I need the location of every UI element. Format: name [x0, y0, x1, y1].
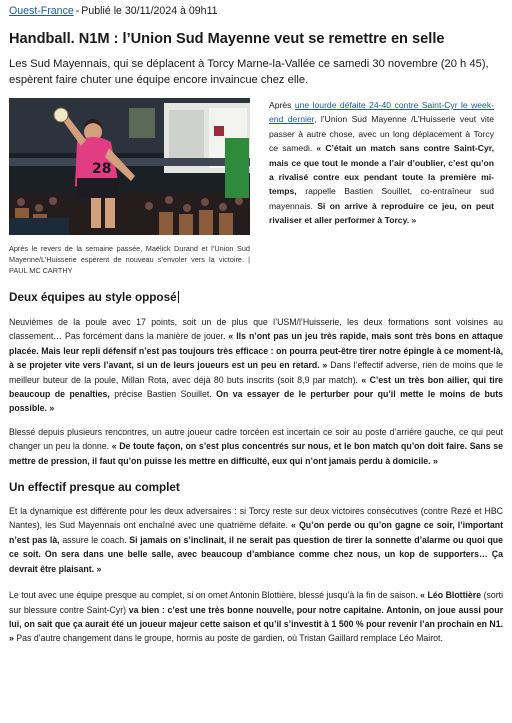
- section-heading-text: Deux équipes au style opposé: [9, 291, 177, 304]
- body-paragraph: [9, 504, 503, 576]
- paragraph-text: Blessé depuis plusieurs rencontres, un autre joueur cadre torcéen est incertain ce soir au poste d’arrière gauche, ce qui peut changer un peu la donne.: [9, 426, 503, 452]
- article-title: Handball. N1M : l’Union Sud Mayenne veut se remettre en selle: [9, 31, 445, 47]
- paragraph-text: Neuvièmes de la poule avec 17 points, soit un de plus que l’USM/l’Huisserie, les deux formations sont voisines au classement… Pas forcément dans la manière de jouer.: [9, 317, 503, 342]
- paragraph-text: précise Bastien Souillet.: [109, 389, 217, 400]
- body-paragraph: [9, 315, 503, 416]
- text-cursor: [178, 291, 179, 303]
- coach-quote: « C’était un match sans contre Saint-Cyr, mais ce que tout le monde a l’air d’oublier, c’est qu’on a rivalisé contre eux pendant toute la première mi-temps,: [269, 143, 494, 197]
- quote-text: « Léo Blottière: [420, 590, 482, 601]
- intro-text: Après: [269, 100, 295, 110]
- publication-date: Publié le 30/11/2024 à 09h11: [81, 5, 218, 17]
- article-meta: [9, 4, 503, 19]
- quote-text: Si jamais on s’inclinait, il ne serait pas question de tirer la sonnette d’alarme ou quoi que ce soit. On sera dans une belle salle, avec beaucoup d’ambiance comme chez nous, un kop de supporters… Ça devrait être plaisant. »: [9, 534, 504, 574]
- quote-text: On va essayer de le perturber pour qu’il mette le moins de buts possible. »: [9, 389, 503, 414]
- coach-quote: Si on arrive à reproduire ce jeu, on peut rivaliser et aller performer à Torcy. »: [269, 200, 494, 226]
- previous-match-link[interactable]: une lourde défaite 24-40 contre Saint-Cyr le week-end dernier: [269, 100, 494, 125]
- body-paragraph: [9, 425, 503, 468]
- section-heading: [9, 290, 503, 305]
- section-heading: Un effectif presque au complet: [9, 481, 180, 495]
- handball-player-photo: [9, 98, 250, 235]
- intro-text: rappelle Bastien Souillet, co-entraîneur sud mayennais.: [269, 186, 494, 211]
- meta-separator: -: [75, 5, 80, 17]
- article-lead: Les Sud Mayennais, qui se déplacent à Torcy Marne-la-Vallée ce samedi 30 novembre (20 h 45), espèrent faire chuter une équipe encore invaincue chez elle.: [9, 58, 489, 86]
- source-link[interactable]: Ouest-France: [9, 5, 74, 17]
- photo-caption: Après le revers de la semaine passée, Maëlick Durand et l’Union Sud Mayenne/L’Huisserie espèrent de nouveau s’envoler vers la victoire. | PAUL MC CARTHY: [9, 244, 250, 275]
- intro-text: , l’Union Sud Mayenne /L’Huisserie veut vite passer à autre chose, avec un long déplacement à Torcy ce samedi.: [269, 114, 494, 154]
- photo-figure: [9, 98, 250, 276]
- paragraph-text: Et la dynamique est différente pour les deux adversaires : si Torcy reste sur deux victoires consécutives (contre Rezé et HBC Nantes), les Sud Mayennais ont enchaîné avec une quatrième défaite.: [9, 506, 503, 531]
- quote-text: « De toute façon, on s’est plus concentrés sur nous, et le bon match qu’on doit faire. Sans se mettre de pression, il faut qu’on puisse les mettre en difficulté, eux qui n’ont jamais perdu à domicile. »: [9, 441, 503, 466]
- paragraph-text: assure le coach.: [59, 534, 130, 545]
- quote-text: « Ils n’ont pas un jeu très rapide, mais sont très bons en attaque placée. Mais leur repli défensif n’est pas toujours très efficace : on pourra peut-être tirer notre épingle à ce moment-là, à se projeter vite vers l’avant, si un de leurs joueurs est un peu en retard. »: [9, 331, 503, 371]
- paragraph-text: Dans l’effectif adverse, rien de moins que le meilleur buteur de la poule, Millan Rota, avec déjà 80 buts inscrits (soit 8,9 par match).: [9, 360, 503, 385]
- jersey-number: 28: [92, 161, 112, 177]
- quote-text: va bien : c’est une très bonne nouvelle, pour notre capitaine. Antonin, on joue aussi pour lui, on sait que ça aurait été un joueur majeur cette saison et qu’il s’investit à 1 500 % pour revenir l’an prochain en N1. »: [9, 604, 503, 644]
- paragraph-text: Le tout avec une équipe presque au complet, si on omet Antonin Blottière, blessé jusqu’à la fin de saison.: [9, 590, 421, 601]
- intro-paragraph: [269, 98, 494, 276]
- quote-text: « C’est un très bon ailier, qui tire beaucoup de penalties,: [9, 374, 503, 400]
- quote-text: « Qu’on perde ou qu’on gagne ce soir, l’important n’est pas là,: [9, 520, 503, 545]
- paragraph-text: (sorti sur blessure contre Saint-Cyr): [9, 590, 504, 615]
- feature-block: [9, 98, 503, 276]
- paragraph-text: Pas d’autre changement dans le groupe, hormis au poste de gardien, où Tristan Gaillard remplace Léo Mairot.: [13, 633, 443, 644]
- body-paragraph: [9, 588, 503, 646]
